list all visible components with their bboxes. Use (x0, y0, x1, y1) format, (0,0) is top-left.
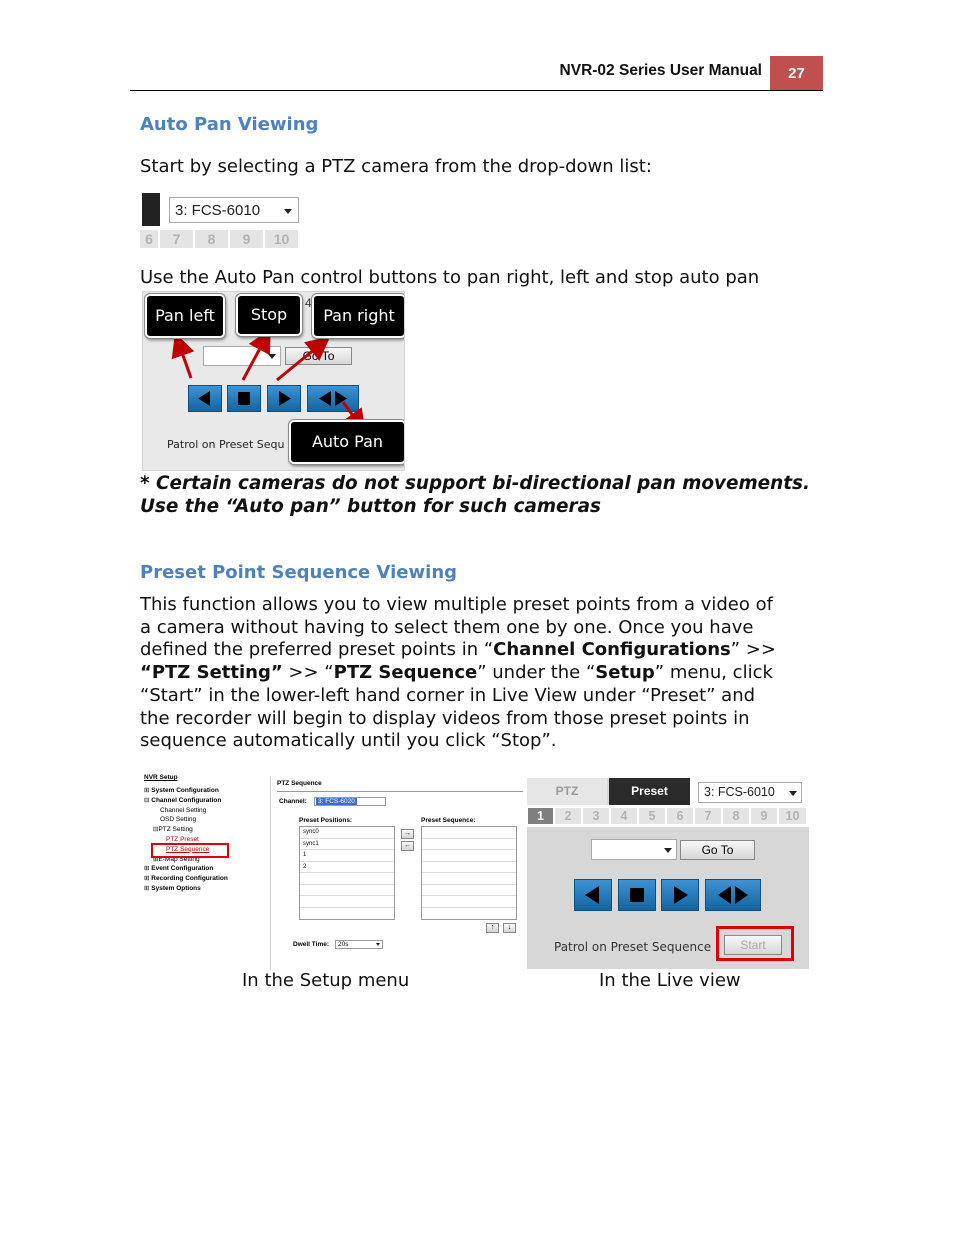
preset-positions-label: Preset Positions: (299, 817, 353, 824)
pan-right-callout: Pan right (312, 294, 405, 338)
tree-item[interactable]: ⊞ System Configuration (144, 787, 219, 794)
pan-right-icon (662, 880, 698, 910)
chevron-down-icon (376, 943, 380, 946)
live-auto-pan-button[interactable] (705, 879, 761, 911)
preset-sequence-body (140, 594, 776, 753)
auto-pan-screenshot (142, 291, 405, 471)
move-up-button[interactable]: ↑ (486, 923, 499, 933)
tree-item[interactable]: ⊞ Event Configuration (144, 865, 214, 873)
preset-sequence-list[interactable] (421, 826, 517, 920)
list-item (300, 885, 394, 897)
nvr-setup-title: NVR Setup (144, 774, 178, 781)
channel-number[interactable]: 6 (140, 230, 158, 248)
preset-sequence-heading: Preset Point Sequence Viewing (140, 562, 458, 583)
live-patrol-label: Patrol on Preset Sequence (554, 940, 712, 954)
camera-dropdown[interactable] (169, 197, 299, 223)
live-caption: In the Live view (599, 970, 741, 991)
setup-caption: In the Setup menu (242, 970, 410, 991)
body-line: the recorder will begin to display videos from those preset points in (140, 707, 750, 729)
move-left-button[interactable]: ← (401, 841, 414, 851)
auto-pan-intro: Start by selecting a PTZ camera from the drop-down list: (140, 156, 652, 177)
move-right-button[interactable]: → (401, 829, 414, 839)
dwell-time-label: Dwell Time: (293, 941, 330, 948)
live-stop-button[interactable] (618, 879, 656, 911)
dwell-time-select[interactable] (335, 940, 383, 949)
auto-pan-callout: Auto Pan (289, 420, 405, 464)
auto-pan-icon (706, 880, 760, 910)
channel-tab[interactable]: 8 (723, 808, 749, 824)
channel-tab[interactable]: 6 (667, 808, 693, 824)
auto-pan-note (140, 472, 810, 518)
tree-item[interactable]: ⊞E-Map Setting (153, 855, 200, 863)
tab-preset[interactable]: Preset (609, 778, 690, 805)
tree-item[interactable]: OSD Setting (160, 816, 197, 824)
pan-left-icon (575, 880, 611, 910)
channel-tab[interactable]: 7 (695, 808, 721, 824)
tree-item-ptz-sequence[interactable]: PTZ Sequence (166, 845, 210, 853)
list-item[interactable]: 1 (300, 850, 394, 862)
channel-label: Channel: (279, 798, 307, 805)
channel-tab[interactable]: 9 (751, 808, 777, 824)
auto-pan-heading: Auto Pan Viewing (140, 114, 319, 135)
move-down-button[interactable]: ↓ (503, 923, 516, 933)
channel-select-value: 3: FCS-6020 (318, 798, 355, 805)
stop-callout: Stop (236, 294, 302, 336)
live-go-to-button[interactable]: Go To (680, 840, 755, 860)
body-line: sequence automatically until you click “Stop”. (140, 730, 557, 752)
start-button[interactable]: Start (724, 935, 782, 955)
note-line-1: * Certain cameras do not support bi-directional pan movements. (140, 473, 810, 494)
go-to-button[interactable]: Go To (285, 347, 352, 365)
tree-item[interactable]: PTZ Preset (166, 835, 199, 843)
pan-left-callout: Pan left (145, 294, 225, 338)
camera-dropdown-value: 3: FCS-6010 (175, 202, 261, 219)
auto-pan-controls-text: Use the Auto Pan control buttons to pan right, left and stop auto pan (140, 267, 760, 288)
channel-number[interactable]: 7 (160, 230, 193, 248)
live-view-screenshot (527, 778, 809, 969)
highlight-box (151, 843, 229, 858)
live-camera-value: 3: FCS-6010 (704, 785, 775, 799)
list-item (300, 873, 394, 885)
dwell-time-value: 20s (338, 941, 349, 948)
channel-tab[interactable]: 2 (555, 808, 581, 824)
ptz-sequence-title: PTZ Sequence (277, 780, 322, 787)
manual-title: NVR-02 Series User Manual (559, 62, 762, 79)
note-line-2: Use the “Auto pan” button for such cameras (140, 496, 601, 517)
tree-item[interactable]: ⊟ Channel Configuration (144, 796, 222, 804)
body-line: a camera without having to select them one by one. Once you have (140, 616, 754, 638)
tree-item[interactable]: ⊞ System Options (144, 884, 201, 892)
page-number: 27 (770, 56, 823, 91)
chevron-down-icon (284, 209, 292, 214)
body-line: defined the preferred preset points in “Channel Configurations” >> (140, 639, 776, 661)
live-pan-left-button[interactable] (574, 879, 612, 911)
ptz-sequence-panel (270, 776, 522, 970)
channel-block (142, 193, 160, 226)
stop-icon (619, 880, 655, 910)
body-line: “Start” in the lower-left hand corner in Live View under “Preset” and (140, 684, 756, 706)
channel-tab[interactable]: 10 (779, 808, 806, 824)
list-item[interactable]: sync1 (300, 839, 394, 851)
chevron-down-icon (664, 848, 672, 853)
start-highlight-box (716, 926, 794, 961)
channel-number-fragment: 4 (305, 296, 312, 310)
live-pan-right-button[interactable] (661, 879, 699, 911)
list-item (300, 896, 394, 908)
live-channel-row (528, 808, 808, 824)
channel-number[interactable]: 9 (230, 230, 263, 248)
channel-number[interactable]: 8 (195, 230, 228, 248)
setup-menu-screenshot (140, 772, 525, 972)
preset-sequence-label: Preset Sequence: (421, 817, 476, 824)
channel-tab[interactable]: 4 (611, 808, 637, 824)
body-line: “PTZ Setting” >> “PTZ Sequence” under the “Setup” menu, click (140, 662, 773, 684)
channel-number[interactable]: 10 (265, 230, 298, 248)
setup-tree (144, 786, 228, 894)
header-rule (130, 90, 823, 91)
channel-tab-active[interactable]: 1 (528, 808, 553, 824)
live-camera-dropdown[interactable] (698, 782, 802, 803)
channel-select[interactable] (314, 797, 386, 806)
tab-ptz[interactable]: PTZ (527, 778, 607, 805)
channel-tab[interactable]: 5 (639, 808, 665, 824)
preset-positions-list[interactable] (299, 826, 395, 920)
patrol-label: Patrol on Preset Sequ (167, 438, 285, 451)
live-preset-dropdown[interactable] (591, 839, 677, 860)
list-item[interactable]: sync0 (300, 827, 394, 839)
chevron-down-icon (789, 791, 797, 796)
camera-select-snippet (140, 190, 310, 250)
list-item[interactable]: 2 (300, 862, 394, 874)
channel-tab[interactable]: 3 (583, 808, 609, 824)
tree-item[interactable]: ⊟PTZ Setting (153, 826, 193, 834)
tree-item[interactable]: ⊞ Recording Configuration (144, 875, 228, 883)
body-line: This function allows you to view multiple preset points from a video of (140, 594, 773, 615)
channel-number-row (140, 230, 300, 248)
tree-item[interactable]: Channel Setting (160, 806, 207, 814)
panel-rule (277, 791, 523, 792)
